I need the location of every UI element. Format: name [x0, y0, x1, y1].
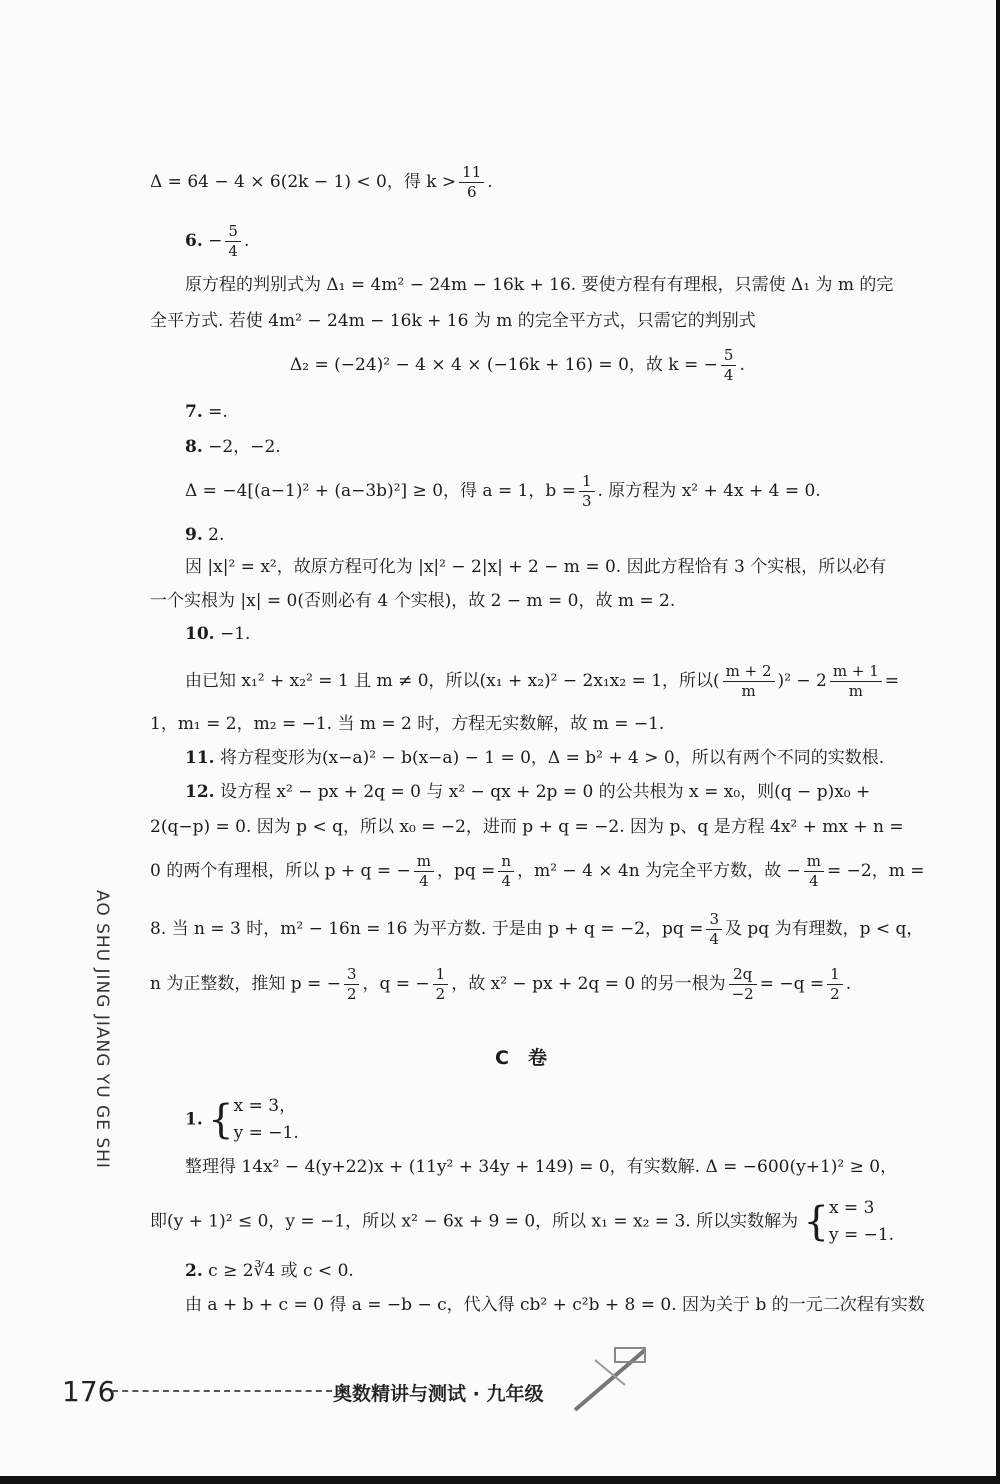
numerator: 11 — [459, 163, 484, 183]
fraction — [344, 965, 360, 1004]
text: Δ = −4[(a−1)² + (a−3b)²] ≥ 0，得 a = 1，b = — [185, 480, 576, 501]
question-number: 9. — [185, 525, 203, 545]
denominator: 4 — [419, 871, 429, 890]
text: 2. — [208, 525, 225, 545]
system — [829, 1195, 894, 1249]
question-number: 1. — [185, 1109, 203, 1130]
fraction — [433, 965, 449, 1004]
numerator: m — [804, 852, 824, 872]
denominator: 4 — [723, 365, 734, 384]
numerator: 5 — [225, 222, 241, 242]
text: = −2，m = — [826, 860, 925, 881]
solution-10-line-2: 1，m₁ = 2，m₂ = −1. 当 m = 2 时，方程无实数解，故 m = −1. — [150, 714, 665, 734]
text: ² − 2 — [784, 670, 827, 691]
denominator: 4 — [228, 241, 238, 260]
page-number: 176 — [62, 1375, 116, 1408]
text: ，q = − — [362, 973, 430, 994]
denominator: −2 — [731, 984, 754, 1003]
system — [234, 1093, 299, 1147]
page-edge-right — [996, 0, 1000, 1484]
denominator: m — [741, 681, 756, 700]
text: =. — [208, 402, 228, 422]
numerator: 2q — [729, 965, 757, 985]
section-heading: C 卷 — [495, 1047, 547, 1069]
text: Δ = 64 − 4 × 6(2k − 1) < 0，得 k > — [150, 171, 457, 192]
text: −2，−2. — [208, 437, 281, 457]
c-answer-2 — [185, 1261, 354, 1281]
numerator: 3 — [706, 910, 722, 930]
solution-6-line-1: 原方程的判别式为 Δ₁ = 4m² − 24m − 16k + 16. 要使方程有有理根，只需使 Δ₁ 为 m 的完 — [185, 275, 894, 295]
denominator: 2 — [830, 984, 840, 1003]
answer-12-line-4 — [150, 910, 923, 949]
numerator: 1 — [827, 965, 843, 985]
c-solution-2: 由 a + b + c = 0 得 a = −b − c，代入得 cb² + c²b + 8 = 0. 因为关于 b 的一元二次程有实数 — [185, 1295, 925, 1315]
solution-9-line-2: 一个实根为 |x| = 0(否则必有 4 个实根)，故 2 − m = 0，故 m = 2. — [150, 591, 676, 611]
text: 将方程变形为(x−a)² − b(x−a) − 1 = 0，Δ = b² + 4 > 0，所以有两个不同的实数根. — [219, 748, 885, 768]
fraction — [729, 965, 757, 1004]
denominator: 2 — [346, 984, 357, 1003]
numerator: m + 1 — [830, 662, 882, 682]
denominator: 6 — [466, 182, 477, 201]
c-solution-1-line-1: 整理得 14x² − 4(y+22)x + (11y² + 34y + 149) = 0，有实数解. Δ = −600(y+1)² ≥ 0， — [185, 1157, 898, 1177]
denominator: 4 — [709, 929, 720, 948]
answer-6: 6. − $\frac{5}{4}$ . — [185, 222, 250, 260]
fraction — [579, 472, 595, 511]
question-number: 2. — [185, 1261, 203, 1281]
fraction — [459, 163, 484, 202]
fraction — [706, 910, 722, 949]
fraction — [804, 852, 824, 891]
denominator: 2 — [435, 984, 446, 1003]
text: n 为正整数，推知 p = − — [150, 973, 341, 994]
solution-6-line-3: Δ₂ = (−24)² − 4 × 4 × (−16k + 16) = 0，故 k = − $\frac{5}{4}$ . — [290, 346, 745, 384]
fraction — [225, 222, 241, 261]
solution-9-line-1: 因 |x|² = x²，故原方程可化为 |x|² − 2|x| + 2 − m = 0. 因此方程恰有 3 个实根，所以必有 — [185, 557, 887, 577]
numerator: 1 — [433, 965, 449, 985]
text: 即(y + 1)² ≤ 0，y = −1，所以 x² − 6x + 9 = 0，所以 x₁ = x₂ = 3. 所以实数解为 — [150, 1211, 799, 1232]
text: c ≥ 2∛4 或 c < 0. — [208, 1261, 354, 1281]
text: Δ₂ = (−24)² − 4 × 4 × (−16k + 16) = 0，故 k = − — [290, 354, 718, 375]
answer-11 — [185, 748, 884, 768]
fraction — [723, 662, 775, 701]
delta-condition-line: Δ = 64 − 4 × 6(2k − 1) < 0，得 k > $\frac{11}{6}$ . — [150, 163, 493, 201]
compass-ruler-icon — [565, 1340, 655, 1420]
answer-12-line-3 — [150, 852, 924, 891]
solution-6-line-2: 全平方式. 若使 4m² − 24m − 16k + 16 为 m 的完全平方式，只需它的判别式 — [150, 311, 756, 331]
numerator: 5 — [721, 346, 737, 366]
question-number: 8. — [185, 437, 203, 457]
text: 8. 当 n = 3 时，m² − 16n = 16 为平方数. 于是由 p + q = −2，pq = — [150, 918, 704, 939]
numerator: n — [498, 852, 514, 872]
denominator: m — [848, 681, 863, 700]
question-number: 7. — [185, 402, 203, 422]
solution-8 — [185, 472, 821, 511]
question-number: 10. — [185, 624, 215, 644]
brace: { — [803, 1199, 829, 1246]
page-edge-bottom — [0, 1476, 1000, 1484]
answer-9 — [185, 525, 224, 545]
answer-10 — [185, 624, 250, 644]
fraction — [414, 852, 434, 891]
text: 设方程 x² − px + 2q = 0 与 x² − qx + 2p = 0 的公共根为 x = x₀，则(q − p)x₀ + — [219, 782, 871, 802]
text: − — [208, 230, 223, 251]
numerator: 1 — [579, 472, 595, 492]
answer-12-line-1 — [185, 782, 870, 802]
c-solution-1-line-2 — [150, 1195, 894, 1249]
text: 及 pq 为有理数，p < q， — [725, 918, 924, 939]
text: ，m² − 4 × 4n 为完全平方数，故 − — [517, 860, 801, 881]
c-answer-1 — [185, 1093, 299, 1147]
text: ，故 x² − px + 2q = 0 的另一根为 — [451, 973, 726, 994]
text: = −q = — [759, 973, 825, 994]
solution-10-line-1: 由已知 x₁² + x₂² = 1 且 m ≠ 0，所以(x₁ + x₂)² − 2x₁x₂ = 1，所以( $\frac{m + 2}{m}$ )² − 2 $\frac{m + 1}{m}$ = — [185, 662, 899, 700]
equation: x = 3， — [233, 1096, 297, 1116]
answer-8 — [185, 437, 281, 457]
equation: x = 3 — [828, 1198, 875, 1218]
fraction — [830, 662, 882, 701]
text: −1. — [219, 624, 251, 644]
answer-12-line-2: 2(q−p) = 0. 因为 p < q，所以 x₀ = −2，进而 p + q = −2. 因为 p、q 是方程 4x² + mx + n = — [150, 817, 904, 837]
side-title: AO SHU JING JIANG YU GE SHI — [92, 890, 112, 1169]
text: 0 的两个有理根，所以 p + q = − — [150, 860, 411, 881]
text: . 原方程为 x² + 4x + 4 = 0. — [597, 480, 821, 501]
equation: y = −1. — [828, 1225, 895, 1246]
text: ，pq = — [436, 860, 496, 881]
numerator: m + 2 — [723, 662, 775, 682]
numerator: m — [414, 852, 434, 872]
brace: { — [208, 1097, 234, 1144]
question-number: 12. — [185, 782, 215, 802]
fraction — [721, 346, 737, 385]
fraction — [498, 852, 514, 891]
denominator: 3 — [581, 491, 592, 510]
fraction — [827, 965, 843, 1004]
equation: y = −1. — [233, 1123, 299, 1144]
answer-12-line-5: n 为正整数，推知 p = − $\frac{3}{2}$ ，q = − $\frac{1}{2}$ ，故 x² − px + 2q = 0 的另一根为 $\frac{2q}{-2}$ = −q = $\frac{1}{2}$ . — [150, 965, 852, 1003]
footer-divider — [112, 1390, 332, 1392]
book-title: 奥数精讲与测试 · 九年级 — [333, 1383, 544, 1405]
numerator: 3 — [344, 965, 360, 985]
answer-7 — [185, 402, 228, 422]
text: 由已知 x₁² + x₂² = 1 且 m ≠ 0，所以(x₁ + x₂)² − 2x₁x₂ = 1，所以 — [185, 670, 714, 691]
question-number: 6. — [185, 230, 203, 251]
question-number: 11. — [185, 748, 215, 768]
denominator: 4 — [809, 871, 819, 890]
denominator: 4 — [501, 871, 512, 890]
